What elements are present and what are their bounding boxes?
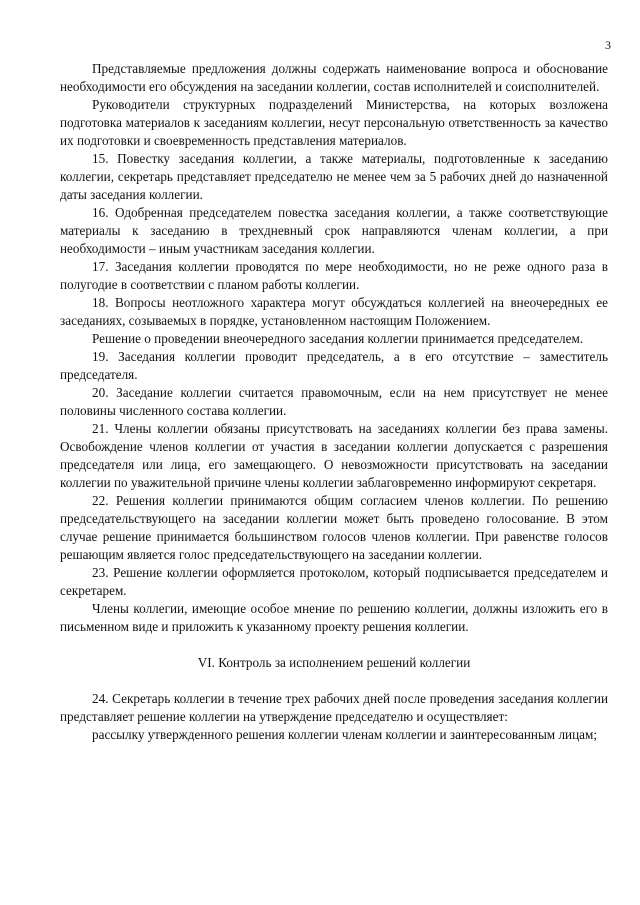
paragraph-extraordinary-session: Решение о проведении внеочередного заседания коллегии принимается председателем. (92, 331, 584, 346)
paragraph-distribution: рассылку утвержденного решения коллегии членам коллегии и заинтересованным лицам; (92, 727, 597, 742)
paragraph-department-heads: Руководители структурных подразделений Министерства, на которых возложена подготовка материалов к заседаниям коллегии, несут персональную ответственность за качество их подготовки и своевременность представления материалов. (60, 97, 608, 148)
paragraph-dissenting-opinion: Члены коллегии, имеющие особое мнение по решению коллегии, должны изложить его в письменном виде и приложить к указанному проекту решения коллегии. (60, 601, 608, 634)
paragraph-item-22: 22. Решения коллегии принимаются общим согласием членов коллегии. По решению председательствующего на заседании коллегии может быть проведено голосование. В этом случае решение принимается большинством голосов членов коллегии. При равенстве голосов решающим является голос председательствующего на заседании коллегии. (60, 493, 608, 562)
paragraph-item-17: 17. Заседания коллегии проводятся по мере необходимости, но не реже одного раза в полугодие в соответствии с планом работы коллегии. (60, 259, 608, 292)
paragraph-item-18: 18. Вопросы неотложного характера могут обсуждаться коллегией на внеочередных ее заседаниях, созываемых в порядке, установленном настоящим Положением. (60, 295, 608, 328)
paragraph-item-23: 23. Решение коллегии оформляется протоколом, который подписывается председателем и секретарем. (60, 565, 608, 598)
document-body (60, 60, 608, 744)
paragraph-item-21: 21. Члены коллегии обязаны присутствовать на заседаниях коллегии без права замены. Освобождение членов коллегии от участия в заседании коллегии допускается с разрешения председателя или лица, его замещающего. О невозможности присутствовать на заседании коллегии по уважительной причине члены коллегии заблаговременно информируют секретаря. (60, 421, 608, 490)
paragraph-item-24: 24. Секретарь коллегии в течение трех рабочих дней после проведения заседания коллегии представляет решение коллегии на утверждение председателю и осуществляет: (60, 691, 608, 724)
paragraph-item-20: 20. Заседание коллегии считается правомочным, если на нем присутствует не менее половины численного состава коллегии. (60, 385, 608, 418)
paragraph-item-15: 15. Повестку заседания коллегии, а также материалы, подготовленные к заседанию коллегии, секретарь представляет председателю не менее чем за 5 рабочих дней до назначенной даты заседания коллегии. (60, 151, 608, 202)
paragraph-proposals-content: Представляемые предложения должны содержать наименование вопроса и обоснование необходимости его обсуждения на заседании коллегии, состав исполнителей и соисполнителей. (60, 61, 608, 94)
section-heading: VI. Контроль за исполнением решений коллегии (197, 655, 471, 670)
paragraph-item-16: 16. Одобренная председателем повестка заседания коллегии, а также соответствующие материалы к заседанию в трехдневный срок направляются членам коллегии, а при необходимости – иным участникам заседания коллегии. (60, 205, 608, 256)
page-number: 3 (605, 38, 611, 52)
paragraph-item-19: 19. Заседания коллегии проводит председатель, а в его отсутствие – заместитель председателя. (60, 349, 608, 382)
